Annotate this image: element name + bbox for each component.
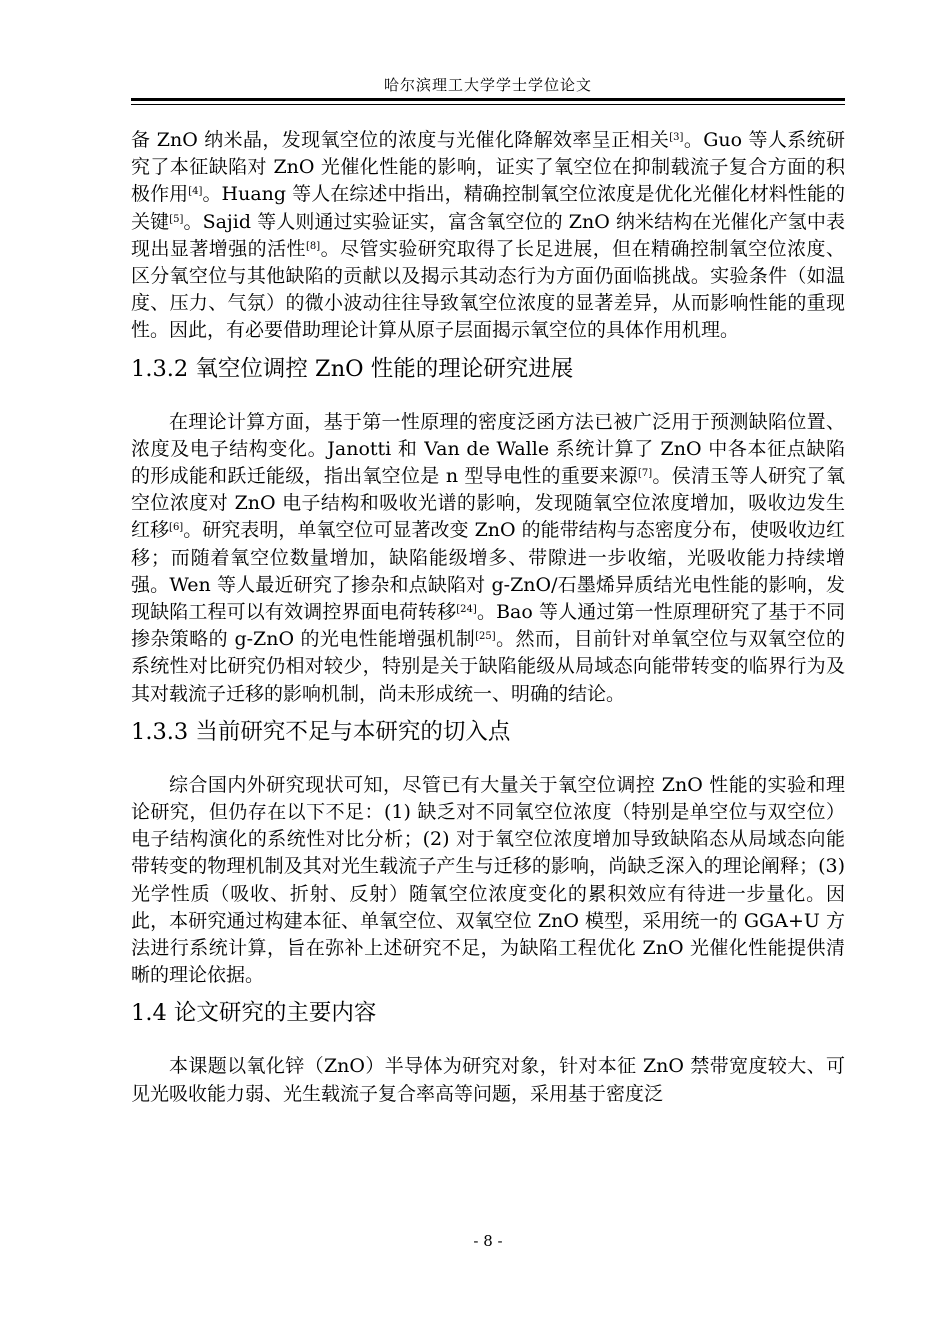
citation: [5]	[169, 213, 184, 225]
section-heading-1-3-2: 1.3.2 氧空位调控 ZnO 性能的理论研究进展	[131, 355, 574, 382]
citation: [8]	[305, 240, 321, 252]
citation: [3]	[669, 132, 684, 143]
paragraph-main-content: 本课题以氧化锌（ZnO）半导体为研究对象，针对本征 ZnO 禁带宽度较大、可见光吸收能力弱、光生载流子复合率高等问题，采用基于密度泛	[131, 1055, 845, 1105]
paragraph-theoretical-progress: 在理论计算方面，基于第一性原理的密度泛函方法已被广泛用于预测缺陷位置、浓度及电子结构变化。Janotti 和 Van de Walle 系统计算了 ZnO 中各本征点缺陷的形成能和跃迁能级，指出氧空位是 n 型导电性的重要来源[7]。侯清玉等人研究了氧空位浓度对 ZnO 电子结构和吸收光谱的影响，发现随氧空位浓度增加，吸收边发生红移[6]。研究表明，单氧空位可显著改变 ZnO 的能带结构与态密度分布，使吸收边红移；而随着氧空位数量增加，缺陷能级增多、带隙进一步收缩，光吸收能力持续增强。Wen 等人最近研究了掺杂和点缺陷对 g-ZnO/石墨烯异质结光电性能的影响，发现缺陷工程可以有效调控界面电荷转移[24]。Bao 等人通过第一性原理研究了基于不同掺杂策略的 g-ZnO 的光电性能增强机制[25]。然而，目前针对单氧空位与双氧空位的系统性对比研究仍相对较少，特别是关于缺陷能级从局域态向能带转变的临界行为及其对载流子迁移的影响机制，尚未形成统一、明确的结论。	[131, 410, 845, 705]
running-header: 哈尔滨理工大学学士学位论文	[383, 76, 592, 94]
page-number: - 8 -	[473, 1232, 503, 1250]
citation: [6]	[169, 522, 184, 534]
citation: [4]	[188, 186, 203, 198]
paragraph-research-gaps: 综合国内外研究现状可知，尽管已有大量关于氧空位调控 ZnO 性能的实验和理论研究，但仍存在以下不足：(1) 缺乏对不同氧空位浓度（特别是单空位与双空位）电子结构演化的系统性对比分析；(2) 对于氧空位浓度增加导致缺陷态从局域态向能带转变的物理机制及其对光生载流子产生与迁移的影响，尚缺乏深入的理论阐释；(3) 光学性质（吸收、折射、反射）随氧空位浓度变化的累积效应有待进一步量化。因此，本研究通过构建本征、单氧空位、双氧空位 ZnO 模型，采用统一的 GGA+U 方法进行系统计算，旨在弥补上述研究不足，为缺陷工程优化 ZnO 光催化性能提供清晰的理论依据。	[131, 773, 845, 987]
header-rule-thin	[131, 104, 845, 105]
header-rule-thick	[131, 98, 845, 101]
paragraph-experimental-progress: 备 ZnO 纳米晶，发现氧空位的浓度与光催化降解效率呈正相关[3]。Guo 等人系统研究了本征缺陷对 ZnO 光催化性能的影响，证实了氧空位在抑制载流子复合方面的积极作用[4]。Huang 等人在综述中指出，精确控制氧空位浓度是优化光催化材料性能的关键[5]。Sajid 等人则通过实验证实，富含氧空位的 ZnO 纳米结构在光催化产氢中表现出显著增强的活性[8]。尽管实验研究取得了长足进展，但在精确控制氧空位浓度、区分氧空位与其他缺陷的贡献以及揭示其动态行为方面仍面临挑战。实验条件（如温度、压力、气氛）的微小波动往往导致氧空位浓度的显著差异，从而影响性能的重现性。因此，有必要借助理论计算从原子层面揭示氧空位的具体作用机理。	[131, 129, 845, 342]
citation: [24]	[456, 604, 477, 616]
citation: [7]	[637, 468, 653, 480]
section-heading-1-4: 1.4 论文研究的主要内容	[131, 1000, 377, 1027]
section-heading-1-3-3: 1.3.3 当前研究不足与本研究的切入点	[131, 718, 511, 745]
citation: [25]	[475, 631, 496, 643]
page-body	[131, 127, 845, 1108]
